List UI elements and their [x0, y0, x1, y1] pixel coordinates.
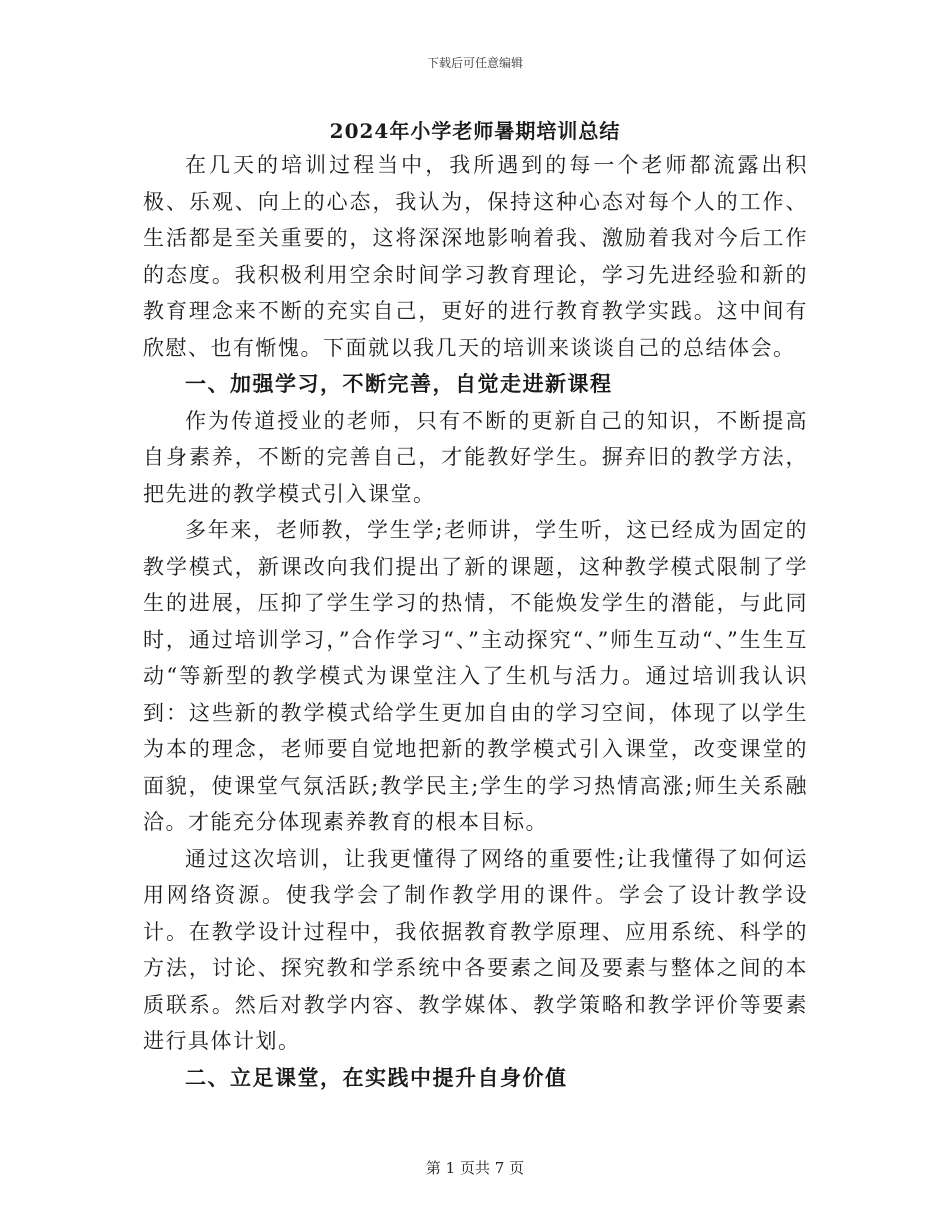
section-heading-1: 一、加强学习，不断完善，自觉走进新课程: [185, 371, 613, 396]
page-number-footer: 第 1 页共 7 页: [425, 1159, 525, 1177]
paragraph-2: 多年来，老师教，学生学;老师讲，学生听，这已经成为固定的教学模式，新课改向我们提出了新的课题，这种教学模式限制了学生的进展，压抑了学生学习的热情，不能焕发学生的潜能，与此同时，通过培训学习，”合作学习“、”主动探究“、”师生互动“、”生生互动“等新型的教学模式为课堂注入了生机与活力。通过培训我认识到：这些新的教学模式给学生更加自由的学习空间，体现了以学生为本的理念，老师要自觉地把新的教学模式引入课堂，改变课堂的面貌，使课堂气氛活跃;教学民主;学生的学习热情高涨;师生关系融洽。才能充分体现素养教育的根本目标。: [143, 518, 808, 834]
section-heading-2: 二、立足课堂，在实践中提升自身价值: [185, 1064, 568, 1090]
paragraph-1: 作为传道授业的老师，只有不断的更新自己的知识，不断提高自身素养，不断的完善自己，才能教好学生。摒弃旧的教学方法，把先进的教学模式引入课堂。: [143, 408, 808, 506]
header-note: 下载后可任意编辑: [426, 56, 523, 70]
document-title: 2024年小学老师暑期培训总结: [329, 119, 621, 143]
paragraph-3: 通过这次培训，让我更懂得了网络的重要性;让我懂得了如何运用网络资源。使我学会了制作教学用的课件。学会了设计教学设计。在教学设计过程中，我依据教育教学原理、应用系统、科学的方法，讨论、探究教和学系统中各要素之间及要素与整体之间的本质联系。然后对教学内容、教学媒体、教学策略和教学评价等要素进行具体计划。: [143, 846, 808, 1053]
document-body: [143, 147, 808, 1096]
paragraph-intro: 在几天的培训过程当中，我所遇到的每一个老师都流露出积极、乐观、向上的心态，我认为，保持这种心态对每个人的工作、生活都是至关重要的，这将深深地影响着我、激励着我对今后工作的态度。我积极利用空余时间学习教育理论，学习先进经验和新的教育理念来不断的充实自己，更好的进行教育教学实践。这中间有欣慰、也有惭愧。下面就以我几天的培训来谈谈自己的总结体会。: [143, 153, 808, 360]
